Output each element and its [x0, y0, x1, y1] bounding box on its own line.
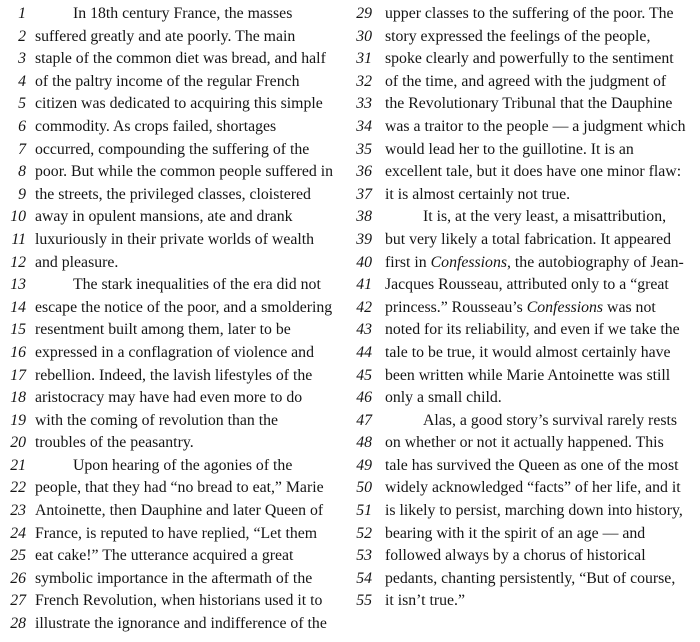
- line-number: 3: [18, 50, 26, 68]
- passage-line: [0, 455, 348, 478]
- line-number: 11: [11, 230, 26, 248]
- passage-line: [0, 116, 348, 139]
- line-number: 41: [356, 276, 372, 294]
- passage-line: [0, 568, 348, 591]
- line-text: on whether or not it actually happened. This: [385, 434, 664, 452]
- passage-line: [352, 319, 700, 342]
- line-number: 24: [10, 524, 26, 542]
- line-text: the streets, the privileged classes, cloistered: [35, 185, 311, 203]
- line-text: with the coming of revolution than the: [35, 411, 279, 429]
- line-number: 9: [18, 185, 26, 203]
- line-text: followed always by a chorus of historical: [385, 547, 646, 565]
- line-text: The stark inequalities of the era did not: [73, 276, 321, 294]
- line-number: 55: [356, 592, 372, 610]
- passage-line: [352, 500, 700, 523]
- passage-line: [352, 184, 700, 207]
- book-title-italic: Confessions: [430, 253, 508, 271]
- line-number: 52: [356, 524, 372, 542]
- passage-line: [352, 365, 700, 388]
- passage-line: [352, 455, 700, 478]
- passage-line: [0, 274, 348, 297]
- line-text: symbolic importance in the aftermath of the: [35, 569, 313, 587]
- line-text: Jacques Rousseau, attributed only to a “great: [385, 276, 669, 294]
- passage-line: [352, 48, 700, 71]
- line-number: 51: [356, 502, 372, 520]
- passage-line: [352, 590, 700, 613]
- passage-line: [0, 613, 348, 636]
- line-text: Alas, a good story’s survival rarely rests: [423, 411, 678, 429]
- line-text: Antoinette, then Dauphine and later Queen of: [35, 502, 324, 520]
- line-text: people, that they had “no bread to eat,” Marie: [35, 479, 324, 497]
- line-number: 19: [10, 411, 26, 429]
- line-number: 44: [356, 343, 372, 361]
- line-text: the Revolutionary Tribunal that the Dauphine: [385, 95, 673, 113]
- line-text: bearing with it the spirit of an age — and: [385, 524, 646, 542]
- line-text: [385, 297, 656, 320]
- passage-line: [352, 274, 700, 297]
- passage-line: [0, 319, 348, 342]
- line-text: eat cake!” The utterance acquired a great: [35, 547, 294, 565]
- line-number: 38: [356, 208, 372, 226]
- passage-line: [0, 139, 348, 162]
- line-number: 4: [18, 72, 26, 90]
- line-text: excellent tale, but it does have one minor flaw:: [385, 163, 682, 181]
- line-text: would lead her to the guillotine. It is an: [385, 140, 634, 158]
- line-text: been written while Marie Antoinette was still: [385, 366, 671, 384]
- line-number: 45: [356, 366, 372, 384]
- passage-line: [352, 545, 700, 568]
- line-text: was a traitor to the people — a judgment which: [385, 117, 686, 135]
- line-number: 53: [356, 547, 372, 565]
- passage-line: [352, 432, 700, 455]
- line-text: story expressed the feelings of the people,: [385, 27, 651, 45]
- passage-line: [352, 26, 700, 49]
- line-number: 47: [356, 411, 372, 429]
- line-number: 54: [356, 569, 372, 587]
- line-text: of the paltry income of the regular French: [35, 72, 300, 90]
- line-text: noted for its reliability, and even if we take the: [385, 321, 680, 339]
- line-number: 14: [10, 298, 26, 316]
- line-text-segment: first in: [385, 253, 431, 271]
- passage-line: [352, 71, 700, 94]
- line-number: 33: [356, 95, 372, 113]
- line-text: it isn’t true.”: [385, 592, 465, 610]
- line-number: 15: [10, 321, 26, 339]
- line-text: widely acknowledged “facts” of her life, and it: [385, 479, 681, 497]
- line-number: 6: [18, 117, 26, 135]
- passage-line: [352, 387, 700, 410]
- line-text: poor. But while the common people suffered in: [35, 163, 334, 181]
- line-number: 31: [356, 50, 372, 68]
- line-text: staple of the common diet was bread, and half: [35, 50, 326, 68]
- line-text: it is almost certainly not true.: [385, 185, 571, 203]
- line-text: only a small child.: [385, 389, 502, 407]
- passage-line: [0, 523, 348, 546]
- line-text: luxuriously in their private worlds of wealth: [35, 230, 315, 248]
- line-number: 46: [356, 389, 372, 407]
- passage-line: [0, 71, 348, 94]
- line-number: 40: [356, 253, 372, 271]
- passage-line: [0, 161, 348, 184]
- line-number: 20: [10, 434, 26, 452]
- line-number: 37: [356, 185, 372, 203]
- passage-line: [0, 342, 348, 365]
- line-text: aristocracy may have had even more to do: [35, 389, 303, 407]
- line-number: 28: [10, 615, 26, 633]
- line-number: 50: [356, 479, 372, 497]
- line-text-segment: princess.” Rousseau’s: [385, 298, 527, 316]
- passage-line: [0, 26, 348, 49]
- line-text: France, is reputed to have replied, “Let them: [35, 524, 318, 542]
- line-text: of the time, and agreed with the judgment of: [385, 72, 667, 90]
- passage-line: [352, 229, 700, 252]
- line-text: suffered greatly and ate poorly. The main: [35, 27, 296, 45]
- line-text: escape the notice of the poor, and a smoldering: [35, 298, 333, 316]
- line-text: expressed in a conflagration of violence and: [35, 343, 314, 361]
- line-text: but very likely a total fabrication. It appeared: [385, 230, 671, 248]
- passage-line: [352, 139, 700, 162]
- line-number: 39: [356, 230, 372, 248]
- passage-line: [0, 477, 348, 500]
- passage-line: [352, 342, 700, 365]
- passage-line: [352, 297, 700, 320]
- line-number: 34: [356, 117, 372, 135]
- passage-line: [0, 590, 348, 613]
- passage-line: [0, 184, 348, 207]
- line-text: occurred, compounding the suffering of the: [35, 140, 310, 158]
- passage-right-column: [352, 3, 700, 613]
- passage-line: [0, 432, 348, 455]
- line-text: Upon hearing of the agonies of the: [73, 456, 293, 474]
- line-number: 18: [10, 389, 26, 407]
- line-text: resentment built among them, later to be: [35, 321, 291, 339]
- line-number: 26: [10, 569, 26, 587]
- line-number: 1: [18, 5, 26, 22]
- line-text: French Revolution, when historians used it to: [35, 592, 323, 610]
- passage-line: [0, 48, 348, 71]
- line-number: 2: [18, 27, 26, 45]
- passage-line: [0, 229, 348, 252]
- line-number: 30: [356, 27, 372, 45]
- line-number: 29: [356, 5, 372, 22]
- passage-line: [352, 252, 700, 275]
- line-number: 7: [18, 140, 26, 158]
- line-number: 42: [356, 298, 372, 316]
- line-number: 17: [10, 366, 26, 384]
- passage-line: [352, 206, 700, 229]
- passage-left-column: [0, 3, 348, 636]
- book-title-italic: Confessions: [526, 298, 604, 316]
- line-number: 21: [10, 456, 26, 474]
- passage-line: [0, 545, 348, 568]
- line-text: upper classes to the suffering of the poor. The: [385, 5, 674, 22]
- passage-line: [0, 387, 348, 410]
- line-number: 12: [10, 253, 26, 271]
- line-text: and pleasure.: [35, 253, 119, 271]
- line-number: 43: [356, 321, 372, 339]
- line-number: 48: [356, 434, 372, 452]
- passage-line: [0, 3, 348, 26]
- passage-line: [352, 410, 700, 433]
- passage-line: [352, 523, 700, 546]
- line-text: away in opulent mansions, ate and drank: [35, 208, 293, 226]
- line-text-segment: , the autobiography of Jean-: [507, 253, 684, 271]
- passage-line: [0, 365, 348, 388]
- line-number: 8: [18, 163, 26, 181]
- line-text: In 18th century France, the masses: [73, 5, 293, 22]
- line-text: commodity. As crops failed, shortages: [35, 117, 277, 135]
- line-text-segment: was not: [603, 298, 656, 316]
- passage-line: [0, 93, 348, 116]
- line-number: 22: [10, 479, 26, 497]
- passage-line: [0, 206, 348, 229]
- line-number: 32: [356, 72, 372, 90]
- line-number: 25: [10, 547, 26, 565]
- line-text: It is, at the very least, a misattribution,: [423, 208, 667, 226]
- line-text: tale to be true, it would almost certainly have: [385, 343, 671, 361]
- line-number: 35: [356, 140, 372, 158]
- line-number: 13: [10, 276, 26, 294]
- passage-line: [0, 410, 348, 433]
- line-text: pedants, chanting persistently, “But of course,: [385, 569, 676, 587]
- passage-line: [0, 252, 348, 275]
- passage-line: [352, 568, 700, 591]
- passage-line: [352, 93, 700, 116]
- passage-line: [352, 116, 700, 139]
- line-text: tale has survived the Queen as one of the most: [385, 456, 679, 474]
- line-number: 49: [356, 456, 372, 474]
- line-text: troubles of the peasantry.: [35, 434, 194, 452]
- line-number: 16: [10, 343, 26, 361]
- passage-line: [352, 161, 700, 184]
- line-number: 23: [10, 502, 26, 520]
- passage-line: [352, 3, 700, 26]
- line-text: citizen was dedicated to acquiring this simple: [35, 95, 323, 113]
- passage-line: [0, 500, 348, 523]
- line-number: 5: [18, 95, 26, 113]
- passage-line: [352, 477, 700, 500]
- passage-line: [0, 297, 348, 320]
- line-text: illustrate the ignorance and indifference of the: [35, 615, 327, 633]
- line-number: 36: [356, 163, 372, 181]
- line-number: 10: [10, 208, 26, 226]
- line-text: rebellion. Indeed, the lavish lifestyles of the: [35, 366, 313, 384]
- line-text: spoke clearly and powerfully to the sentiment: [385, 50, 674, 68]
- line-text: is likely to persist, marching down into history,: [385, 502, 683, 520]
- line-text: [385, 252, 684, 275]
- line-number: 27: [10, 592, 26, 610]
